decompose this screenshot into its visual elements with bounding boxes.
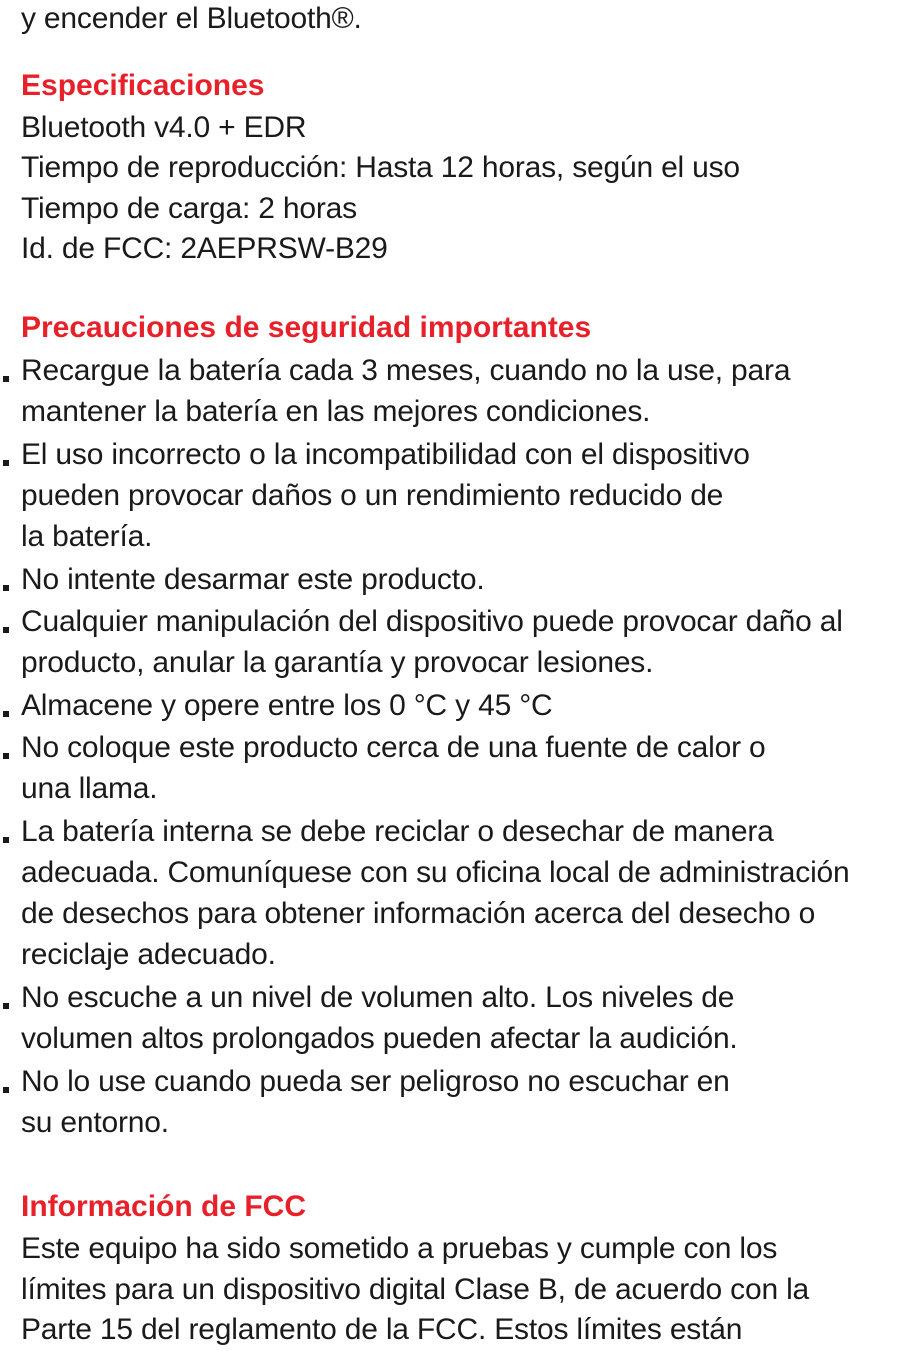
safety-item-line: la batería.	[21, 520, 153, 553]
specs-heading: Especificaciones	[21, 69, 265, 102]
intro-line: y encender el Bluetooth®.	[21, 2, 362, 35]
safety-item-line: una llama.	[21, 772, 158, 805]
safety-item-line: su entorno.	[21, 1106, 169, 1139]
specs-line: Tiempo de carga: 2 horas	[21, 192, 357, 225]
safety-item-line: No lo use cuando pueda ser peligroso no escuchar en	[21, 1065, 730, 1098]
safety-item-line: No escuche a un nivel de volumen alto. Los niveles de	[21, 981, 735, 1014]
safety-item-line: Almacene y opere entre los 0 °C y 45 °C	[21, 689, 553, 722]
specs-line: Tiempo de reproducción: Hasta 12 horas, según el uso	[21, 151, 740, 184]
fcc-line: Parte 15 del reglamento de la FCC. Estos límites están	[21, 1313, 743, 1346]
bullet-marker	[3, 1003, 9, 1009]
safety-item-line: Cualquier manipulación del dispositivo puede provocar daño al	[21, 605, 843, 638]
bullet-marker	[3, 837, 9, 843]
safety-item-line: La batería interna se debe reciclar o desechar de manera	[21, 815, 774, 848]
bullet-marker	[3, 585, 9, 591]
safety-item-line: de desechos para obtener información acerca del desecho o	[21, 897, 816, 930]
bullet-marker	[3, 460, 9, 466]
bullet-marker	[3, 1087, 9, 1093]
safety-heading: Precauciones de seguridad importantes	[21, 311, 592, 344]
bullet-marker	[3, 753, 9, 759]
safety-item-line: El uso incorrecto o la incompatibilidad con el dispositivo	[21, 438, 750, 471]
safety-item-line: No coloque este producto cerca de una fuente de calor o	[21, 731, 766, 764]
bullet-marker	[3, 711, 9, 717]
bullet-marker	[3, 376, 9, 382]
fcc-line: Este equipo ha sido sometido a pruebas y cumple con los	[21, 1232, 778, 1265]
safety-item-line: reciclaje adecuado.	[21, 938, 276, 971]
safety-item-line: pueden provocar daños o un rendimiento reducido de	[21, 479, 724, 512]
safety-item-line: adecuada. Comuníquese con su oficina local de administración	[21, 856, 850, 889]
safety-item-line: No intente desarmar este producto.	[21, 563, 485, 596]
safety-item-line: producto, anular la garantía y provocar lesiones.	[21, 646, 654, 679]
safety-item-line: volumen altos prolongados pueden afectar la audición.	[21, 1022, 738, 1055]
safety-item-line: mantener la batería en las mejores condiciones.	[21, 395, 651, 428]
bullet-marker	[3, 627, 9, 633]
fcc-heading: Información de FCC	[21, 1190, 307, 1223]
safety-item-line: Recargue la batería cada 3 meses, cuando no la use, para	[21, 354, 791, 387]
specs-line: Bluetooth v4.0 + EDR	[21, 111, 307, 144]
fcc-line: límites para un dispositivo digital Clase B, de acuerdo con la	[21, 1273, 810, 1306]
specs-line: Id. de FCC: 2AEPRSW-B29	[21, 232, 388, 265]
